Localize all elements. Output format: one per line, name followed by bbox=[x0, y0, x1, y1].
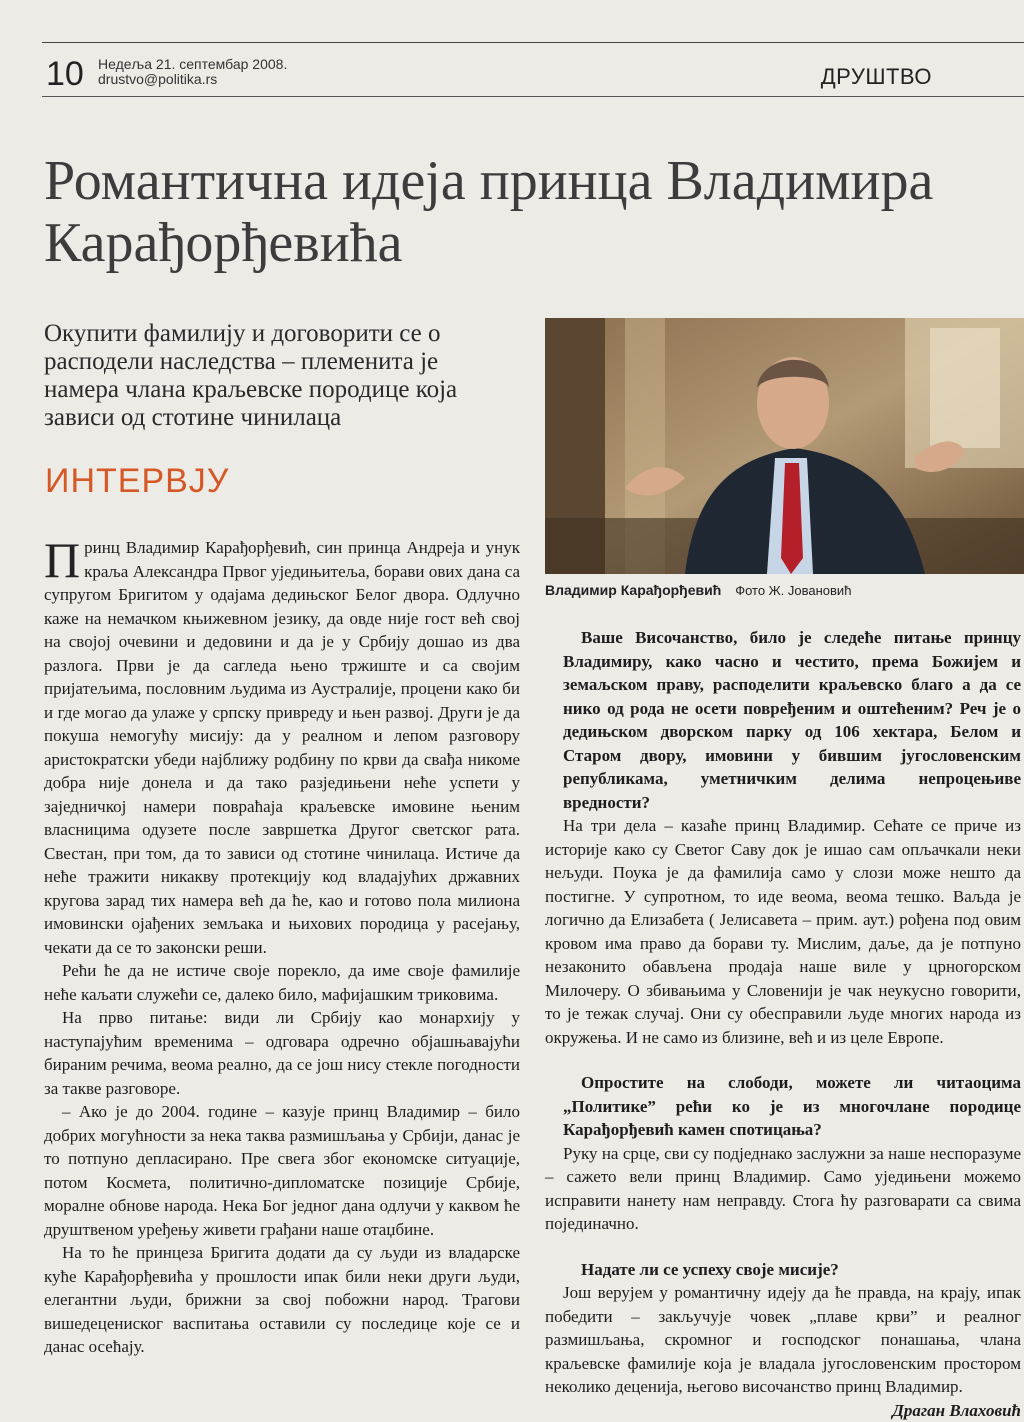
article-column-right bbox=[545, 626, 1021, 1422]
headline: Романтична идеја принца Владимира Карађорђевића bbox=[44, 150, 944, 274]
spacer bbox=[545, 1049, 1021, 1071]
body-paragraph: – Ако је до 2004. године – казује принц Владимир – било добрих могућности за нека таква размишљања у Србији, данас је то потпуно депласирано. Пре свега због економске ситуације, потом Космета, политично-дипломатске позиције Србије, моралне обнове народа. Нека Бог једног дана одлучи у каквом ће друштвеном уређењу живети грађани наше отаџбине. bbox=[44, 1100, 520, 1241]
interview-answer: Руку на срце, сви су подједнако заслужни за наше неспоразуме – сажето вели принц Владимир. Само уједињени можемо исправити нанету нам неправду. Стога ћу разговарати са свима појединачно. bbox=[545, 1142, 1021, 1236]
interview-question: Опростите на слободи, можете ли читаоцима „Политике” рећи ко је из многочлане породице Карађорђевић камен спотицања? bbox=[563, 1071, 1021, 1142]
lead-text: ринц Владимир Карађорђевић, син принца Андреја и унук краља Александра Првог уједињитеља, борави ових дана са супругом Бригитом у одајама дедињског Белог двора. Одлучно каже на немачком књижевном језику, да овде није гост већ свој на својој очевини и дедовини и да је у Србију дошао из два разлога. Први је да сагледа њено тржиште и са својим пријатељима, пословним људима из Аустралије, процени како би и где могао да улаже у српску привреду и њен развој. Други је да покуша немогућу мисију: да у реалном и лепом разговору аристократски убеди најближу родбину по крви да свађа никоме добра није донела и да тако разједињени неће успети у заједничкој намери повраћаја краљевске имовине њеним власницима одузете после завршетка Другог светског рата. Свестан, при том, да то зависи од стотине чинилаца. Истиче да неће тражити никакву протекцију код владајућих државних кругова зарад тих намера већ да ће, као и готово пола милиона имовински ојађених земљака и њихових породица у расејању, чекати да се то законски реши. bbox=[44, 538, 520, 957]
body-paragraph: Рећи ће да не истиче своје порекло, да име своје фамилије неће каљати служећи се, далеко било, мафијашким триковима. bbox=[44, 959, 520, 1006]
caption-name: Владимир Карађорђевић bbox=[545, 582, 721, 598]
body-paragraph: На то ће принцеза Бригита додати да су људи из владарске куће Карађорђевића у прошлости ипак били неки други људи, елегантни људи, брижни за свој побожни народ. Трагови вишедецениског васпитања оставили су последице које се и данас осећају. bbox=[44, 1241, 520, 1359]
interview-answer: На три дела – казаће принц Владимир. Сећате се приче из историје како су Светог Саву док је ишао сам опљачкали неки нељуди. Поука је да фамилија само у слози може нешто да постигне. У супротном, то иде веома, веома тешко. Ваљда је логично да Елизабета ( Јелисавета – прим. аут.) рођена под овим кровом има право да борави ту. Мислим, даље, да је потпуно незаконито обављена продаја наше виле у црногорском Милочеру. О збивањима у Словенији је чак неукусно говорити, то је тежак случај. Они су обесправили људе многих народа из окружења. И не само из близине, већ и из целе Европе. bbox=[545, 814, 1021, 1049]
byline: Драган Влаховић bbox=[545, 1399, 1021, 1422]
interview-question: Надате ли се успеху своје мисије? bbox=[563, 1258, 1021, 1282]
page-number: 10 bbox=[46, 56, 84, 92]
photo-caption bbox=[545, 582, 851, 598]
spacer bbox=[545, 1236, 1021, 1258]
article-column-left bbox=[44, 536, 520, 1359]
portrait-illustration bbox=[545, 318, 1024, 574]
drop-cap: П bbox=[44, 538, 80, 582]
lead-paragraph bbox=[44, 536, 520, 959]
dateline bbox=[98, 57, 287, 87]
kicker: ИНТЕРВЈУ bbox=[45, 462, 229, 501]
portrait-photo bbox=[545, 318, 1024, 574]
section-email: drustvo@politika.rs bbox=[98, 72, 287, 87]
section-name: ДРУШТВО bbox=[821, 64, 932, 90]
issue-date: Недеља 21. септембар 2008. bbox=[98, 57, 287, 72]
top-rule bbox=[42, 42, 1024, 43]
header-rule bbox=[42, 96, 1024, 97]
interview-question: Ваше Височанство, било је следеће питање принцу Владимиру, како часно и честито, према Божијем и земаљском праву, расподелити краљевско благо а да се нико од рода не осети повређеним и оштећеним? Реч је о дедињском дворском парку од 106 хектара, Белом и Старом двору, имовини у бившим југословенским републикама, уметничким делима непроцењиве вредности? bbox=[563, 626, 1021, 814]
interview-answer: Још верујем у романтичну идеју да ће правда, на крају, ипак победити – закључује човек „плаве крви” и реалног размишљања, скромног и господског понашања, члана краљевске фамилије која је владала југословенским простором неколико деценија, његово височанство принц Владимир. bbox=[545, 1281, 1021, 1399]
body-paragraph: На прво питање: види ли Србију као монархију у наступајућим временима – одговара одречно објашњавајући бираним речима, веома реално, да се још нису стекле погодности за такве разговоре. bbox=[44, 1006, 520, 1100]
deck: Окупити фамилију и договорити се о расподели наследства – племенита је намера члана краљевске породице која зависи од стотине чинилаца bbox=[44, 320, 514, 432]
photo-credit: Фото Ж. Јовановић bbox=[735, 583, 851, 598]
